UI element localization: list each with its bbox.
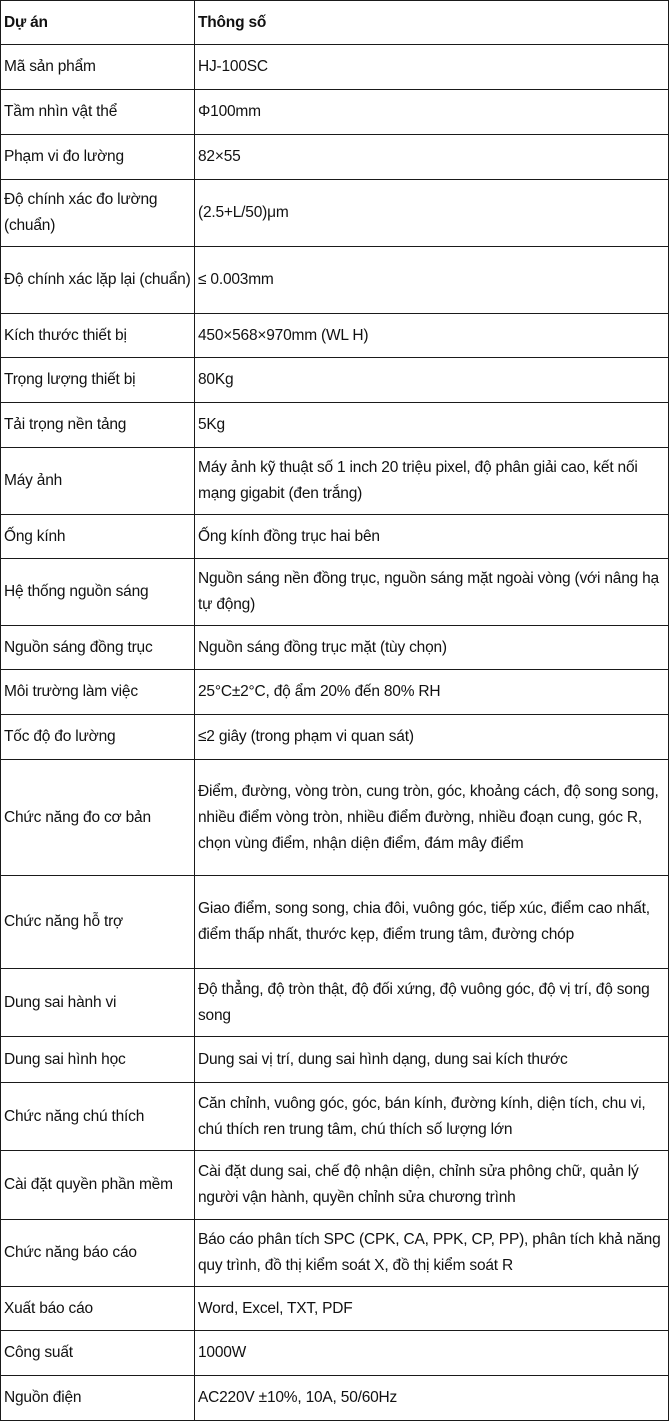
row-label: Hệ thống nguồn sáng bbox=[1, 559, 195, 626]
column-header-specification: Thông số bbox=[195, 1, 669, 45]
table-header-row bbox=[1, 1, 669, 45]
row-label: Độ chính xác lặp lại (chuẩn) bbox=[1, 247, 195, 314]
row-value: 80Kg bbox=[195, 358, 669, 403]
row-value: (2.5+L/50)μm bbox=[195, 180, 669, 247]
table-row bbox=[1, 1220, 669, 1287]
table-row bbox=[1, 358, 669, 403]
row-value: Điểm, đường, vòng tròn, cung tròn, góc, khoảng cách, độ song song, nhiều điểm vòng tròn, nhiều điểm đường, nhiều đoạn cung, góc R, chọn vùng điểm, nhận diện điểm, đám mây điểm bbox=[195, 760, 669, 876]
table-row bbox=[1, 247, 669, 314]
table-row bbox=[1, 670, 669, 715]
row-label: Trọng lượng thiết bị bbox=[1, 358, 195, 403]
row-value: Word, Excel, TXT, PDF bbox=[195, 1287, 669, 1331]
row-label: Nguồn điện bbox=[1, 1376, 195, 1421]
row-value: AC220V ±10%, 10A, 50/60Hz bbox=[195, 1376, 669, 1421]
row-value: Căn chỉnh, vuông góc, góc, bán kính, đường kính, diện tích, chu vi, chú thích ren trung tâm, chú thích số lượng lớn bbox=[195, 1083, 669, 1151]
row-value: Ống kính đồng trục hai bên bbox=[195, 515, 669, 559]
table-row bbox=[1, 969, 669, 1037]
row-value: 1000W bbox=[195, 1331, 669, 1376]
row-value: HJ-100SC bbox=[195, 45, 669, 90]
row-value: 450×568×970mm (WL H) bbox=[195, 314, 669, 358]
row-value: Máy ảnh kỹ thuật số 1 inch 20 triệu pixel, độ phân giải cao, kết nối mạng gigabit (đen trắng) bbox=[195, 448, 669, 515]
table-row bbox=[1, 135, 669, 180]
row-label: Ống kính bbox=[1, 515, 195, 559]
row-label: Chức năng chú thích bbox=[1, 1083, 195, 1151]
table-row bbox=[1, 448, 669, 515]
table-row bbox=[1, 1151, 669, 1220]
row-value: Cài đặt dung sai, chế độ nhận diện, chỉnh sửa phông chữ, quản lý người vận hành, quyền chỉnh sửa chương trình bbox=[195, 1151, 669, 1220]
table-row bbox=[1, 90, 669, 135]
row-label: Tốc độ đo lường bbox=[1, 715, 195, 760]
table-row bbox=[1, 515, 669, 559]
row-value: Nguồn sáng nền đồng trục, nguồn sáng mặt ngoài vòng (với nâng hạ tự động) bbox=[195, 559, 669, 626]
row-value: Giao điểm, song song, chia đôi, vuông góc, tiếp xúc, điểm cao nhất, điểm thấp nhất, thước kẹp, điểm trung tâm, đường chóp bbox=[195, 876, 669, 969]
row-value: ≤2 giây (trong phạm vi quan sát) bbox=[195, 715, 669, 760]
row-label: Dung sai hành vi bbox=[1, 969, 195, 1037]
spec-table-body bbox=[1, 45, 669, 1421]
table-row bbox=[1, 760, 669, 876]
row-value: Φ100mm bbox=[195, 90, 669, 135]
table-row bbox=[1, 1083, 669, 1151]
row-label: Máy ảnh bbox=[1, 448, 195, 515]
row-label: Kích thước thiết bị bbox=[1, 314, 195, 358]
row-label: Chức năng báo cáo bbox=[1, 1220, 195, 1287]
row-value: 5Kg bbox=[195, 403, 669, 448]
table-row bbox=[1, 1287, 669, 1331]
row-label: Độ chính xác đo lường (chuẩn) bbox=[1, 180, 195, 247]
row-label: Môi trường làm việc bbox=[1, 670, 195, 715]
row-label: Công suất bbox=[1, 1331, 195, 1376]
table-row bbox=[1, 626, 669, 670]
row-label: Cài đặt quyền phần mềm bbox=[1, 1151, 195, 1220]
row-value: 25°C±2°C, độ ẩm 20% đến 80% RH bbox=[195, 670, 669, 715]
table-row bbox=[1, 715, 669, 760]
table-row bbox=[1, 314, 669, 358]
column-header-project: Dự án bbox=[1, 1, 195, 45]
row-label: Dung sai hình học bbox=[1, 1037, 195, 1083]
row-value: 82×55 bbox=[195, 135, 669, 180]
table-row bbox=[1, 45, 669, 90]
row-value: Báo cáo phân tích SPC (CPK, CA, PPK, CP, PP), phân tích khả năng quy trình, đồ thị kiểm soát X, đồ thị kiểm soát R bbox=[195, 1220, 669, 1287]
row-value: Độ thẳng, độ tròn thật, độ đối xứng, độ vuông góc, độ vị trí, độ song song bbox=[195, 969, 669, 1037]
row-label: Xuất báo cáo bbox=[1, 1287, 195, 1331]
table-row bbox=[1, 180, 669, 247]
row-label: Tầm nhìn vật thể bbox=[1, 90, 195, 135]
table-row bbox=[1, 1376, 669, 1421]
table-row bbox=[1, 876, 669, 969]
row-value: Nguồn sáng đồng trục mặt (tùy chọn) bbox=[195, 626, 669, 670]
row-label: Mã sản phẩm bbox=[1, 45, 195, 90]
row-label: Phạm vi đo lường bbox=[1, 135, 195, 180]
row-value: ≤ 0.003mm bbox=[195, 247, 669, 314]
row-label: Chức năng đo cơ bản bbox=[1, 760, 195, 876]
table-row bbox=[1, 1331, 669, 1376]
table-row bbox=[1, 559, 669, 626]
row-value: Dung sai vị trí, dung sai hình dạng, dung sai kích thước bbox=[195, 1037, 669, 1083]
table-row bbox=[1, 403, 669, 448]
row-label: Tải trọng nền tảng bbox=[1, 403, 195, 448]
row-label: Nguồn sáng đồng trục bbox=[1, 626, 195, 670]
row-label: Chức năng hỗ trợ bbox=[1, 876, 195, 969]
table-row bbox=[1, 1037, 669, 1083]
